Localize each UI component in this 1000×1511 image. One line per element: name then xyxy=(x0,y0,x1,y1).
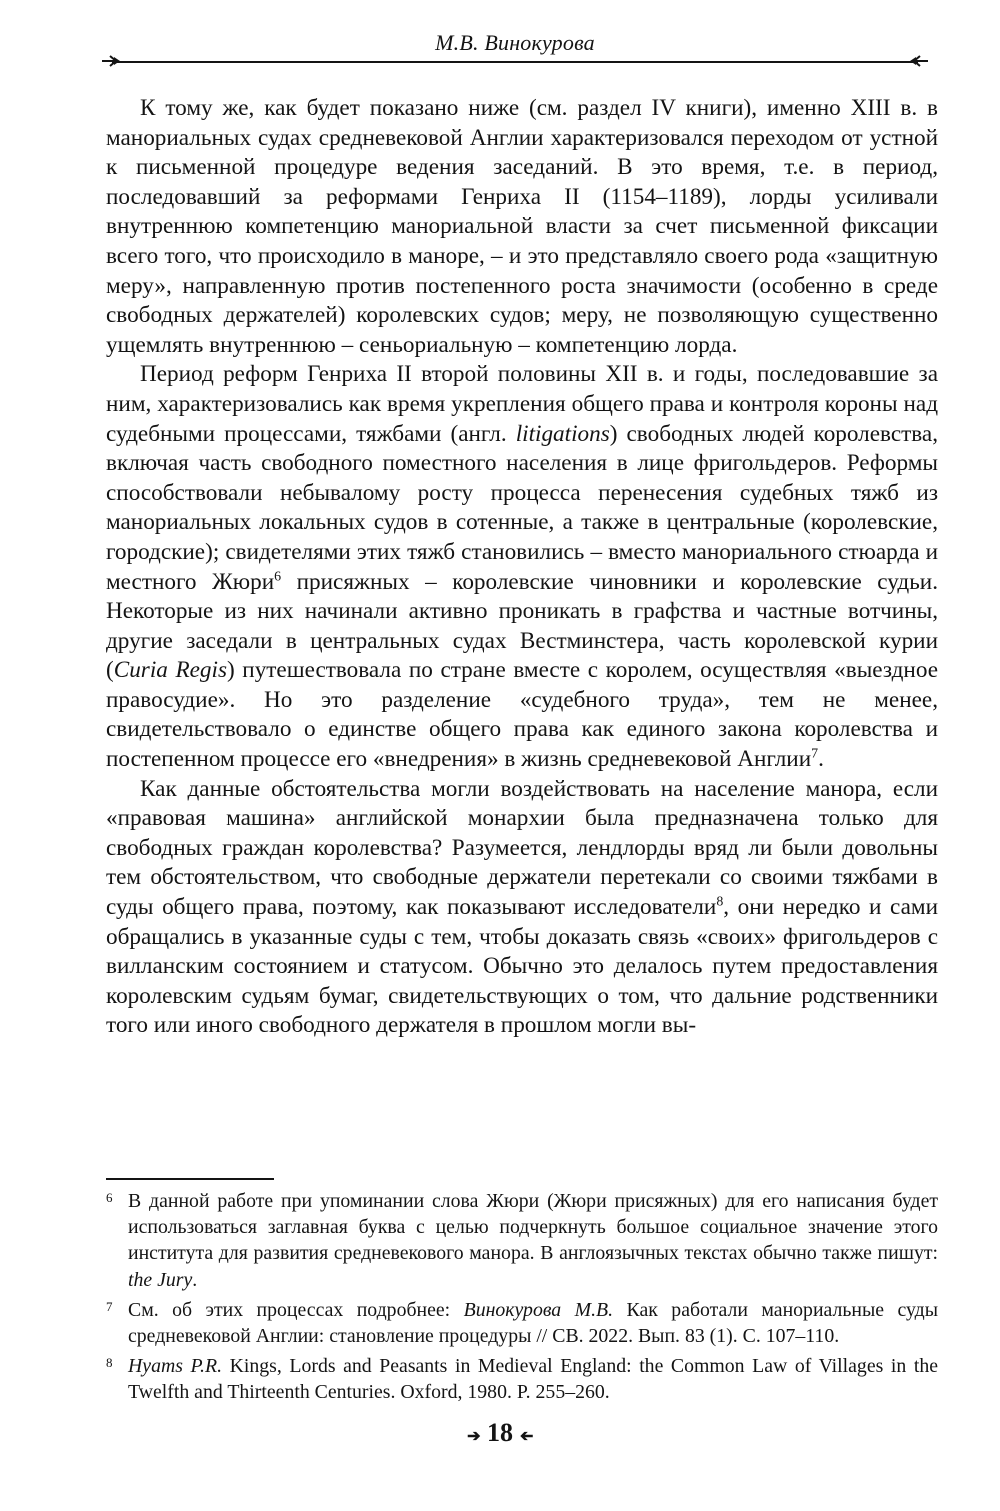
paragraph-2: Период реформ Генриха II второй половины XII в. и годы, последовавшие за ним, характеризовались как время укрепления общего права и контроля короны над судебными процессами, тяжбами (англ. litigations) свободных людей королевства, включая часть свободного поместного населения в лице фригольдеров. Реформы способствовали небывалому росту процесса перенесения судебных тяжб из манориальных локальных судов в сотенные, а также в центральные (королевские, городские); свидетелями этих тяжб становились – вместо манориального стюарда и местного Жюри$^6$ присяжных – королевские чиновники и королевские судьи. Некоторые из них начинали активно проникать в графства и частные вотчины, другие заседали в центральных судах Вестминстера, часть королевской курии (Curia Regis) путешествовала по стране вместе с королем, осуществляя «выездное правосудие». Но это разделение «судебного труда», тем не менее, свидетельствовало о единстве общего права как единого закона королевства и постепенном процессе его «внедрения» в жизнь средневековой Англии$^7$. xyxy=(106,361,938,773)
footnotes xyxy=(106,1188,938,1410)
term-curia-regis: Curia Regis xyxy=(113,657,227,684)
page-number: ➔ 18 ➔ xyxy=(467,1418,533,1447)
footnote-ref-6: 6 xyxy=(274,568,282,584)
header-rule xyxy=(112,61,918,63)
main-text xyxy=(106,94,938,1041)
running-header xyxy=(100,30,930,80)
footnote-ref-7: 7 xyxy=(811,746,819,762)
footnote-ref-8: 8 xyxy=(716,894,724,910)
footnote-7: 7 См. об этих процессах подробнее: Винокурова М.В. Как работали манориальные суды средневековой Англии: становление процедуры // СВ. 2022. Вып. 83 (1). С. 107–110. xyxy=(106,1297,938,1349)
footnote-number: 8 xyxy=(106,1355,113,1371)
header-author: М.В. Винокурова xyxy=(435,30,595,55)
footnote-separator xyxy=(106,1178,274,1180)
right-arrow-ornament-icon xyxy=(908,51,930,75)
footnote-number: 7 xyxy=(106,1298,113,1314)
left-ornament-icon: ➔ xyxy=(467,1428,481,1445)
paragraph-3: Как данные обстоятельства могли воздействовать на население манора, если «правовая машина» английской монархии была предназначена только для свободных граждан королевства? Разумеется, лендлорды вряд ли были довольны тем обстоятельством, что свободные держатели перетекали со своими тяжбами в суды общего права, поэтому, как показывают исследователи$^8$, они нередко и сами обращались в указанные суды с тем, чтобы доказать связь «своих» фригольдеров с вилланским состоянием и статусом. Обычно это делалось путем предоставления королевским судьям бумаг, свидетельствующих о том, что дальние родственники того или иного свободного держателя в прошлом могли вы- xyxy=(106,775,939,1039)
footnote-8: 8 Hyams P.R. Kings, Lords and Peasants in Medieval England: the Common Law of Villages in the Twelfth and Thirteenth Centuries. Oxford, 1980. P. 255–260. xyxy=(106,1353,938,1405)
footnote-number: 6 xyxy=(106,1190,113,1205)
paragraph-1: К тому же, как будет показано ниже (см. раздел IV книги), именно XIII в. в манориальных судах средневековой Англии характеризовался переходом от устной к письменной процедуре ведения заседаний. В это время, т.е. в период, последовавший за реформами Генриха II (1154–1189), лорды усиливали внутреннюю компетенцию манориальной власти за счет письменной фиксации всего того, что происходило в маноре, – и это представляло своего рода «защитную меру», направленную против постепенного роста значимости (особенно в среде свободных держателей) королевских судов; меру, не позволяющую существенно ущемлять внутреннюю – сеньориальную – компетенцию лорда. xyxy=(106,95,938,358)
footnote-6: 6 В данной работе при упоминании слова Жюри (Жюри присяжных) для его написания будет использоваться заглавная буква с целью подчеркнуть большое социальное значение этого института для развития средневекового манора. В англоязычных текстах обычно также пишут: the Jury. xyxy=(106,1188,938,1293)
right-ornament-icon: ➔ xyxy=(519,1428,533,1445)
term-litigations: litigations xyxy=(515,420,610,447)
